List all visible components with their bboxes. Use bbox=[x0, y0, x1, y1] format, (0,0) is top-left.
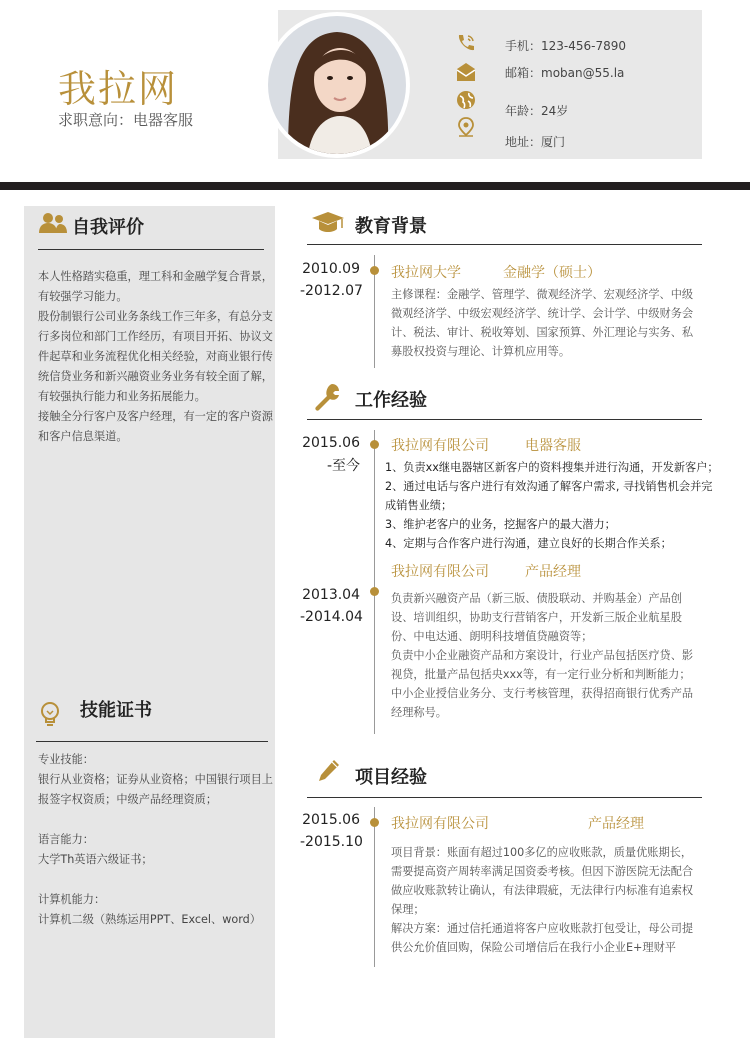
project-date-end: -2015.10 bbox=[300, 834, 363, 850]
education-title: 教育背景 bbox=[355, 216, 427, 237]
work-dot-2 bbox=[370, 587, 379, 596]
wrench-icon bbox=[313, 382, 341, 412]
job1-company: 我拉网有限公司 bbox=[391, 438, 489, 454]
education-school: 我拉网大学 bbox=[391, 265, 461, 281]
education-date-end: -2012.07 bbox=[300, 283, 363, 299]
address-text: 地址：厦门 bbox=[505, 135, 566, 149]
project-position: 产品经理 bbox=[588, 816, 644, 832]
education-dot bbox=[370, 266, 379, 275]
phone-text: 手机：123-456-7890 bbox=[505, 39, 627, 53]
project-dot bbox=[370, 818, 379, 827]
skills-title: 技能证书 bbox=[80, 700, 152, 721]
skills-rule bbox=[36, 741, 268, 742]
phone-icon bbox=[455, 32, 477, 54]
header-divider bbox=[0, 182, 750, 190]
job1-date-start: 2015.06 bbox=[302, 435, 360, 451]
job2-date-end: -2014.04 bbox=[300, 609, 363, 625]
avatar bbox=[264, 12, 410, 158]
education-courses: 主修课程：金融学、管理学、微观经济学、宏观经济学、中级微观经济学、中级宏观经济学、统计学、会计学、中级财务会计、税法、审计、税收筹划、国家预算、外汇理论与实务、私募股权投资与理论、计算机应用等。 bbox=[391, 288, 694, 358]
education-date-start: 2010.09 bbox=[302, 261, 360, 277]
project-date-start: 2015.06 bbox=[302, 812, 360, 828]
job2-company: 我拉网有限公司 bbox=[391, 564, 489, 580]
job1-position: 电器客服 bbox=[525, 438, 581, 454]
work-dot-1 bbox=[370, 440, 379, 449]
job2-position: 产品经理 bbox=[525, 564, 581, 580]
self-eval-text: 本人性格踏实稳重，理工科和金融学复合背景，有较强学习能力。 股份制银行公司业务条线工作三年多，有总分支行多岗位和部门工作经历，有项目开拓、协议文件起草和业务流程优化相关经验，对商业银行传统信贷业务和新兴融资业务业务有较全面了解，有较强执行能力和业务拓展能力。 接触全分行客户及客户经理，有一定的客户资源和客户信息渠道。 bbox=[38, 270, 273, 443]
skills-text: 专业技能： 银行从业资格；证券从业资格；中国银行项目上报签字权资质；中级产品经理资质； 语言能力： 大学Th英语六级证书； 计算机能力： 计算机二级（熟练运用PPT、Excel、word） bbox=[38, 753, 273, 926]
work-rule bbox=[307, 419, 702, 420]
globe-icon bbox=[455, 89, 477, 111]
work-title: 工作经验 bbox=[355, 390, 427, 411]
job1-desc: 1、负责xx继电器辖区新客户的资料搜集并进行沟通，开发新客户； 2、通过电话与客户进行有效沟通了解客户需求, 寻找销售机会并完成销售业绩； 3、维护老客户的业务，挖掘客户的最大潜力； 4、定期与合作客户进行沟通，建立良好的长期合作关系； bbox=[385, 461, 719, 550]
email-text: 邮箱：moban@55.la bbox=[505, 66, 625, 80]
job-intent: 求职意向：电器客服 bbox=[58, 111, 194, 129]
education-major: 金融学（硕士） bbox=[503, 265, 601, 281]
self-eval-rule bbox=[38, 249, 264, 250]
mail-icon bbox=[455, 61, 477, 83]
location-pin-icon bbox=[455, 116, 477, 138]
pencil-icon bbox=[317, 758, 341, 784]
project-timeline bbox=[374, 807, 375, 967]
user-group-icon bbox=[38, 211, 68, 235]
project-company: 我拉网有限公司 bbox=[391, 816, 489, 832]
lightbulb-icon bbox=[36, 700, 64, 728]
graduation-cap-icon bbox=[311, 211, 345, 235]
job1-date-end: -至今 bbox=[326, 458, 360, 474]
job2-desc: 负责新兴融资产品（新三版、债股联动、并购基金）产品创设、培训组织，协助支行营销客户，开发新三版企业航星股份、中电达通、朗明科技增值贷融资等； 负责中小企业融资产品和方案设计，行业产品包括医疗贷、影视贷，批量产品包括央xxx等，有一定行业分析和判断能力； 中小企业授信业务分、支行考核管理，获得招商银行优秀产品经理称号。 bbox=[391, 592, 694, 719]
project-rule bbox=[307, 797, 702, 798]
education-rule bbox=[307, 244, 702, 245]
age-text: 年龄：24岁 bbox=[505, 104, 569, 118]
self-eval-title: 自我评价 bbox=[72, 217, 144, 238]
project-desc: 项目背景：账面有超过100多亿的应收账款，质量优账期长，需要提高资产周转率满足国资委考核。但因下游医院无法配合做应收账款转让确认，有法律瑕疵，无法律行内标准有追索权保理； 解决方案：通过信托通道将客户应收账款打包受让，母公司提供公允价值回购，保险公司增信后在我行小企业E+理财平 bbox=[391, 846, 694, 954]
project-title: 项目经验 bbox=[355, 767, 427, 788]
job2-date-start: 2013.04 bbox=[302, 587, 360, 603]
candidate-name: 我拉网 bbox=[58, 67, 179, 111]
work-timeline bbox=[374, 430, 375, 734]
